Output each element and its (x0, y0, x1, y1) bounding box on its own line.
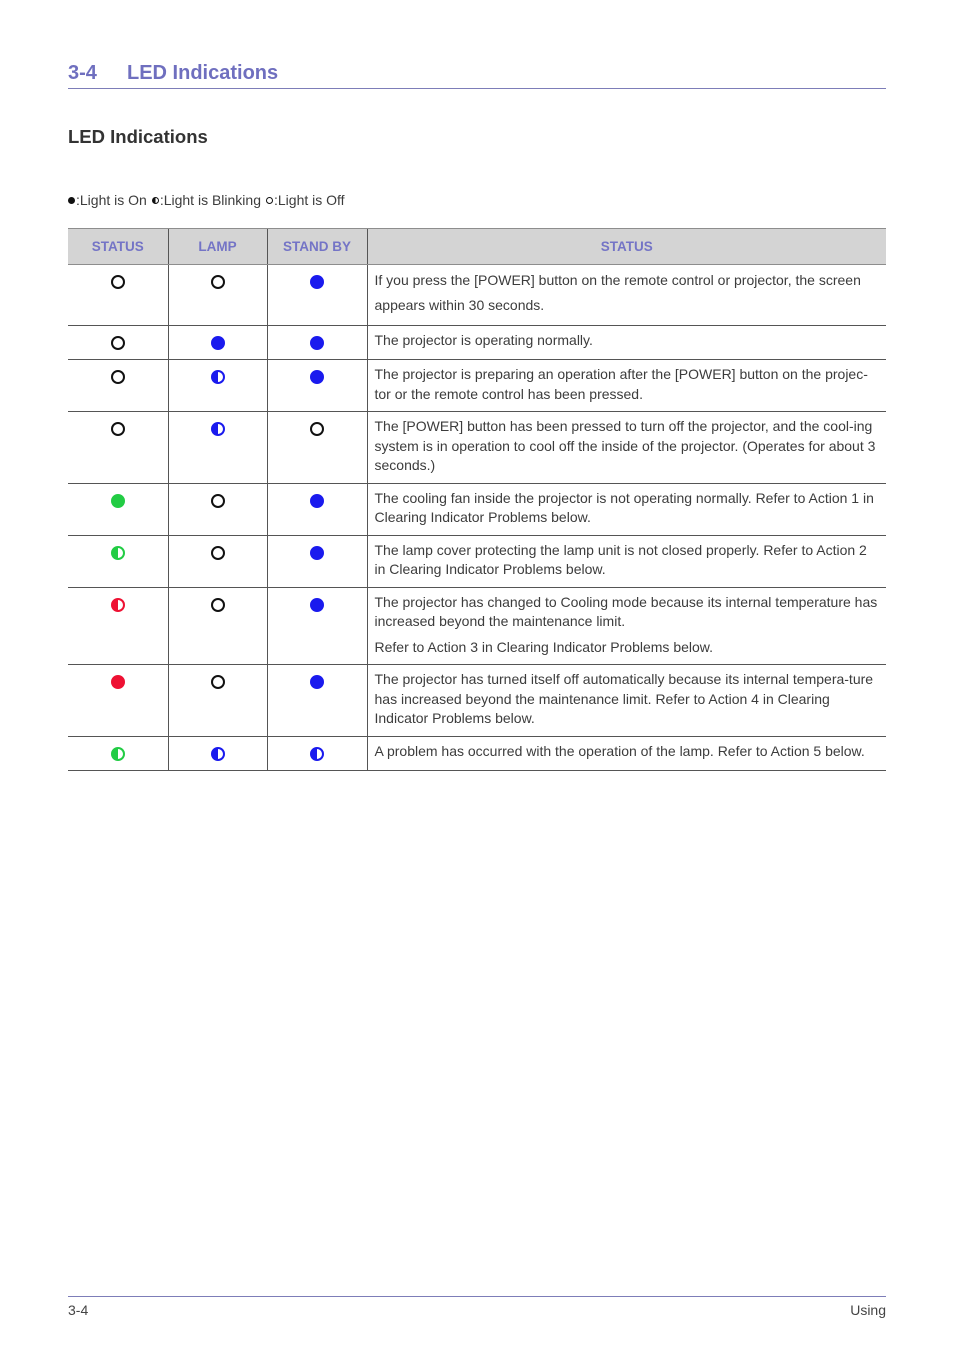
header-description: STATUS (367, 229, 886, 265)
lamp-led-blink-icon (211, 422, 225, 436)
standby-led-blink-icon (310, 747, 324, 761)
description-text: The projector has changed to Cooling mode because its internal temperature has increased beyond the maintenance limit. (374, 593, 878, 629)
footer-section: Using (850, 1302, 886, 1318)
standby-led-cell (267, 412, 367, 484)
header-status: STATUS (68, 229, 168, 265)
standby-led-on-icon (310, 275, 324, 289)
page-footer (68, 1296, 886, 1319)
lamp-led-cell (168, 360, 267, 412)
lamp-led-off-icon (211, 546, 225, 560)
lamp-led-cell (168, 535, 267, 587)
lamp-led-blink-icon (211, 370, 225, 384)
status-description (367, 665, 886, 737)
status-led-off-icon (111, 336, 125, 350)
lamp-led-cell (168, 665, 267, 737)
lamp-led-off-icon (211, 494, 225, 508)
table-row (68, 736, 886, 770)
lamp-led-off-icon (211, 675, 225, 689)
standby-led-cell (267, 736, 367, 770)
standby-led-cell (267, 483, 367, 535)
chapter-title: LED Indications (127, 62, 279, 84)
legend-item-on (68, 192, 147, 208)
standby-led-cell (267, 587, 367, 665)
lamp-led-off-icon (211, 598, 225, 612)
standby-led-cell (267, 265, 367, 326)
status-led-cell (68, 665, 168, 737)
standby-led-cell (267, 535, 367, 587)
status-description (367, 535, 886, 587)
lamp-led-off-icon (211, 275, 225, 289)
lamp-led-on-icon (211, 336, 225, 350)
table-row (68, 587, 886, 665)
description-text: If you press the [POWER] button on the remote control or projector, the screen appears within 30 seconds. (374, 272, 861, 313)
description-text: The cooling fan inside the projector is not operating normally. Refer to Action 1 in Clearing Indicator Problems below. (374, 489, 874, 525)
status-description (367, 412, 886, 484)
status-led-off-icon (111, 275, 125, 289)
page-number: 3-4 (68, 1302, 89, 1318)
light-on-icon (68, 197, 75, 204)
standby-led-off-icon (310, 422, 324, 436)
status-led-cell (68, 265, 168, 326)
lamp-led-cell (168, 587, 267, 665)
status-led-cell (68, 736, 168, 770)
lamp-led-cell (168, 483, 267, 535)
status-led-blink-icon (111, 747, 125, 761)
status-description (367, 360, 886, 412)
status-description (367, 587, 886, 665)
table-header-row (68, 229, 886, 265)
status-led-off-icon (111, 370, 125, 384)
status-description (367, 326, 886, 360)
standby-led-on-icon (310, 598, 324, 612)
description-text: The projector is preparing an operation after the [POWER] button on the projec-tor or the remote control has been pressed. (374, 366, 868, 402)
standby-led-on-icon (310, 546, 324, 560)
header-lamp: LAMP (168, 229, 267, 265)
legend-item-blinking (152, 192, 261, 208)
light-off-icon (266, 197, 273, 204)
status-led-cell (68, 326, 168, 360)
description-text: The lamp cover protecting the lamp unit is not closed properly. Refer to Action 2 in Clearing Indicator Problems below. (374, 541, 867, 577)
legend-label: :Light is On (76, 192, 147, 208)
standby-led-cell (267, 326, 367, 360)
lamp-led-cell (168, 326, 267, 360)
legend-label: :Light is Blinking (159, 192, 261, 208)
status-led-cell (68, 535, 168, 587)
status-led-cell (68, 360, 168, 412)
lamp-led-cell (168, 736, 267, 770)
standby-led-cell (267, 360, 367, 412)
description-text: Refer to Action 3 in Clearing Indicator Problems below. (374, 638, 714, 655)
legend (68, 192, 350, 208)
standby-led-on-icon (310, 370, 324, 384)
section-title: LED Indications (68, 126, 208, 147)
lamp-led-cell (168, 412, 267, 484)
status-led-cell (68, 412, 168, 484)
standby-led-on-icon (310, 675, 324, 689)
led-indications-table (68, 228, 886, 771)
table-row (68, 326, 886, 360)
legend-label: :Light is Off (274, 192, 345, 208)
table-row (68, 412, 886, 484)
legend-item-off (266, 192, 345, 208)
header-standby: STAND BY (267, 229, 367, 265)
table-row (68, 665, 886, 737)
light-blinking-icon (152, 197, 159, 204)
description-text: A problem has occurred with the operation of the lamp. Refer to Action 5 below. (374, 742, 865, 759)
status-led-blink-icon (111, 546, 125, 560)
chapter-number: 3-4 (68, 62, 97, 84)
description-text: The projector is operating normally. (374, 332, 593, 348)
lamp-led-cell (168, 265, 267, 326)
status-description (367, 483, 886, 535)
status-led-cell (68, 587, 168, 665)
status-led-off-icon (111, 422, 125, 436)
table-row (68, 265, 886, 326)
status-led-cell (68, 483, 168, 535)
description-text: The [POWER] button has been pressed to turn off the projector, and the cool-ing system is in operation to cool off the inside of the projector. (Operates for about 3 seconds.) (374, 418, 876, 473)
description-text: The projector has turned itself off automatically because its internal tempera-ture has increased beyond the maintenance limit. Refer to Action 4 in Clearing Indicator Problems below. (374, 671, 874, 726)
table-row (68, 360, 886, 412)
status-led-blink-icon (111, 598, 125, 612)
standby-led-on-icon (310, 336, 324, 350)
status-description (367, 265, 886, 326)
chapter-header (68, 60, 886, 89)
table-row (68, 535, 886, 587)
status-description (367, 736, 886, 770)
table-row (68, 483, 886, 535)
status-led-on-icon (111, 675, 125, 689)
standby-led-on-icon (310, 494, 324, 508)
standby-led-cell (267, 665, 367, 737)
lamp-led-blink-icon (211, 747, 225, 761)
status-led-on-icon (111, 494, 125, 508)
